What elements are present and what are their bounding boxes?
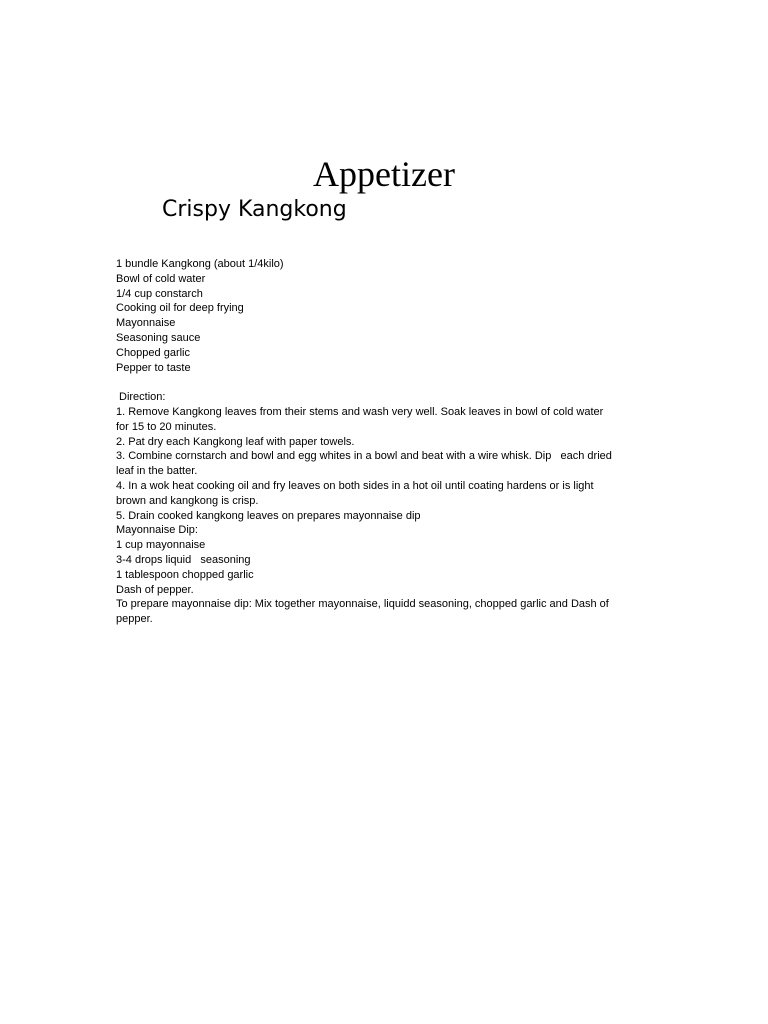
ingredient-line: 1 bundle Kangkong (about 1/4kilo) [116,258,284,270]
dip-heading: Mayonnaise Dip: [116,524,198,537]
ingredient-line: Mayonnaise [116,317,176,330]
dip-ingredient-line: 3-4 drops liquid seasoning [116,553,251,566]
ingredient-line: Chopped garlic [116,346,190,359]
ingredient-line: Seasoning sauce [116,331,201,344]
direction-line: 5. Drain cooked kangkong leaves on prepares mayonnaise dip [116,509,421,522]
ingredient-line: Cooking oil for deep frying [116,302,244,315]
ingredient-line: Bowl of cold water [116,272,206,285]
direction-line: 2. Pat dry each Kangkong leaf with paper towels. [116,435,355,448]
direction-line: 4. In a wok heat cooking oil and fry leaves on both sides in a hot oil until coating hardens or is light [116,479,594,492]
recipe-title: Crispy Kangkong [162,197,347,222]
direction-line: leaf in the batter. [116,465,198,478]
ingredient-line: Pepper to taste [116,361,191,374]
direction-line: 3. Combine cornstarch and bowl and egg whites in a bowl and beat with a wire whisk. Dip each dried [116,450,612,463]
dip-ingredient-line: 1 tablespoon chopped garlic [116,568,254,581]
ingredient-line: 1/4 cup constarch [116,287,203,300]
direction-line: 1. Remove Kangkong leaves from their stems and wash very well. Soak leaves in bowl of cold water [116,405,604,418]
dip-ingredient-line: Dash of pepper. [116,583,194,596]
ingredients-list [116,257,656,375]
directions-section [116,390,656,523]
mayonnaise-dip-section [116,523,656,627]
dip-ingredient-line: 1 cup mayonnaise [116,539,206,552]
direction-line: for 15 to 20 minutes. [116,420,217,433]
directions-heading: Direction: [119,391,166,404]
dip-instruction-line: pepper. [116,613,153,626]
recipe-body [116,257,656,627]
page-title: Appetizer [313,154,455,194]
blank-line [116,375,656,390]
direction-line: brown and kangkong is crisp. [116,494,259,507]
dip-instruction-line: To prepare mayonnaise dip: Mix together mayonnaise, liquidd seasoning, chopped garlic and Dash of [116,598,609,611]
